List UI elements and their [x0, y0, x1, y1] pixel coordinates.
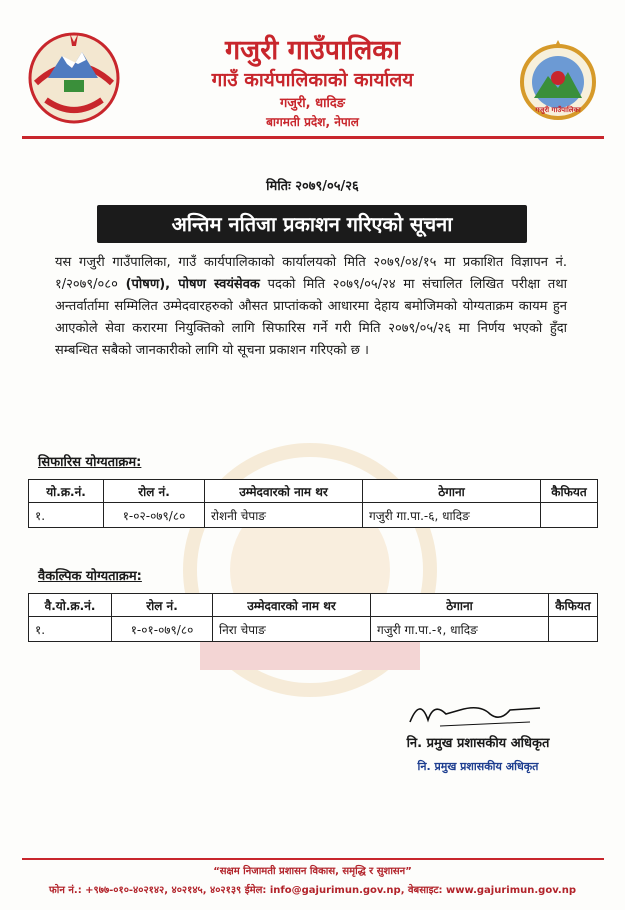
recommended-title: सिफारिस योग्यताक्रम: — [38, 455, 142, 470]
body-text-1: यस गजुरी गाउँपालिका, गाउँ कार्यपालिकाको कार्यालयको मिति २०७९/०४/१५ मा प्रकाशित विज्ञापन नं. १/२०७९/०८० — [55, 255, 567, 292]
cell-serial: १. — [29, 617, 112, 642]
table-header-row — [29, 480, 598, 503]
footer-divider — [22, 858, 604, 860]
cell-remarks — [549, 617, 598, 642]
col-remarks: कैफियत — [541, 480, 598, 503]
cell-name: रोशनी चेपाङ — [205, 503, 363, 528]
cell-address: गजुरी गा.पा.-६, धादिङ — [363, 503, 541, 528]
province-line: बागमती प्रदेश, नेपाल — [266, 115, 359, 129]
table-header-row — [29, 594, 598, 617]
cell-roll: १-०१-०७९/८० — [112, 617, 213, 642]
col-name: उम्मेदवारको नाम थर — [205, 480, 363, 503]
right-emblem-label: गजुरी गाउँपालिका — [535, 106, 581, 114]
col-roll: रोल नं. — [112, 594, 213, 617]
col-serial: वै.यो.क्र.नं. — [29, 594, 112, 617]
official-stamp: नि. प्रमुख प्रशासकीय अधिकृत — [417, 760, 539, 773]
footer-contact: फोन नं.: +९७७-०१०-४०२१४२, ४०२१४५, ४०२१३९ ईमेल: info@gajurimun.gov.np, वेबसाइट: www.gajurimun.gov.np — [49, 885, 576, 896]
alternate-title: वैकल्पिक योग्यताक्रम: — [38, 569, 142, 584]
footer-motto: “सक्षम निजामती प्रशासन विकास, समृद्धि र सुशासन” — [213, 866, 412, 877]
cell-roll: १-०२-०७९/८० — [104, 503, 205, 528]
body-text-2: पदको मिति २०७९/०५/२४ मा संचालित लिखित परीक्षा तथा अन्तर्वार्तामा सम्मिलित उम्मेदवारहरुको औसत प्राप्तांकको आधारमा देहाय बमोजिमको योग्यताक्रम कायम हुन आएकोले सेवा करारमा नियुक्तिको लागि सिफारिस गर्ने गरी मिति २०७९/०५/२६ मा निर्णय भएको हुँदा सम्बन्धित सबैको जानकारीको लागि यो सूचना प्रकाशन गरिएको छ । — [55, 277, 567, 358]
municipality-name: गजुरी गाउँपालिका — [224, 35, 401, 66]
cell-remarks — [541, 503, 598, 528]
cell-serial: १. — [29, 503, 104, 528]
table-row — [29, 617, 598, 642]
body-text-post: (पोषण), पोषण स्वयंसेवक — [125, 277, 260, 292]
notice-title: अन्तिम नतिजा प्रकाशन गरिएको सूचना — [97, 205, 527, 243]
signature-icon — [400, 692, 550, 732]
signatory-title: नि. प्रमुख प्रशासकीय अधिकृत — [406, 736, 550, 751]
cell-name: निरा चेपाङ — [213, 617, 371, 642]
cell-address: गजुरी गा.पा.-१, धादिङ — [371, 617, 549, 642]
col-remarks: कैफियत — [549, 594, 598, 617]
office-name: गाउँ कार्यपालिकाको कार्यालय — [211, 69, 414, 91]
header-divider — [22, 136, 604, 139]
col-roll: रोल नं. — [104, 480, 205, 503]
alternate-table — [28, 593, 598, 642]
office-location: गजुरी, धादिङ — [279, 96, 346, 111]
recommended-table — [28, 479, 598, 528]
notice-body — [55, 252, 567, 362]
col-address: ठेगाना — [363, 480, 541, 503]
notice-date: मितिः २०७९/०५/२६ — [266, 179, 359, 194]
table-row — [29, 503, 598, 528]
col-serial: यो.क्र.नं. — [29, 480, 104, 503]
col-address: ठेगाना — [371, 594, 549, 617]
col-name: उम्मेदवारको नाम थर — [213, 594, 371, 617]
